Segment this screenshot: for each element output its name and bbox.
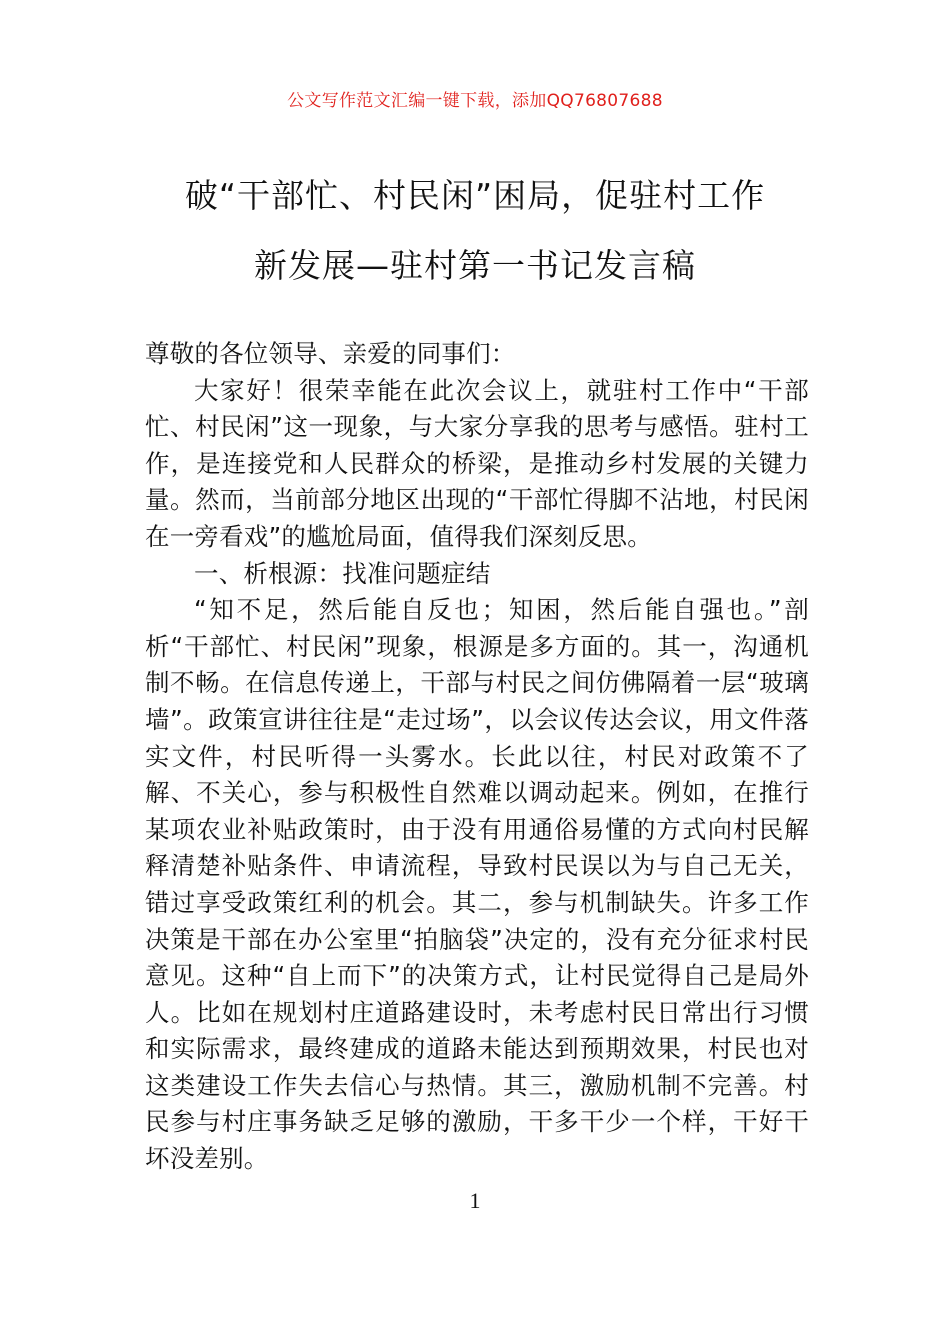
- section-heading-1: 一、析根源：找准问题症结: [194, 558, 491, 588]
- page-title-line-1: 破“干部忙、村民闲”困局，促驻村工作: [184, 176, 766, 215]
- header-note: 公文写作范文汇编一键下载，添加QQ76807688: [287, 91, 663, 111]
- page-number: 1: [469, 1188, 481, 1213]
- document-body: [145, 336, 809, 1178]
- salutation: 尊敬的各位领导、亲爱的同事们：: [145, 339, 516, 368]
- page-title-line-2: 新发展—驻村第一书记发言稿: [254, 246, 696, 285]
- paragraph-analysis: “知不足，然后能自反也；知困，然后能自强也。”剖析“干部忙、村民闲”现象，根源是多方面的。其一，沟通机制不畅。在信息传递上，干部与村民之间仿佛隔着一层“玻璃墙”。政策宣讲往往是“走过场”，以会议传达会议，用文件落实文件，村民听得一头雾水。长此以往，村民对政策不了解、不关心，参与积极性自然难以调动起来。例如，在推行某项农业补贴政策时，由于没有用通俗易懂的方式向村民解释清楚补贴条件、申请流程，导致村民误以为与自己无关，错过享受政策红利的机会。其二，参与机制缺失。许多工作决策是干部在办公室里“拍脑袋”决定的，没有充分征求村民意见。这种“自上而下”的决策方式，让村民觉得自己是局外人。比如在规划村庄道路建设时，未考虑村民日常出行习惯和实际需求，最终建成的道路未能达到预期效果，村民也对这类建设工作失去信心与热情。其三，激励机制不完善。村民参与村庄事务缺乏足够的激励，干多干少一个样，干好干坏没差别。: [145, 595, 809, 1174]
- paragraph-opening: 大家好！很荣幸能在此次会议上，就驻村工作中“干部忙、村民闲”这一现象，与大家分享我的思考与感悟。驻村工作，是连接党和人民群众的桥梁，是推动乡村发展的关键力量。然而，当前部分地区出现的“干部忙得脚不沾地，村民闲在一旁看戏”的尴尬局面，值得我们深刻反思。: [145, 375, 809, 551]
